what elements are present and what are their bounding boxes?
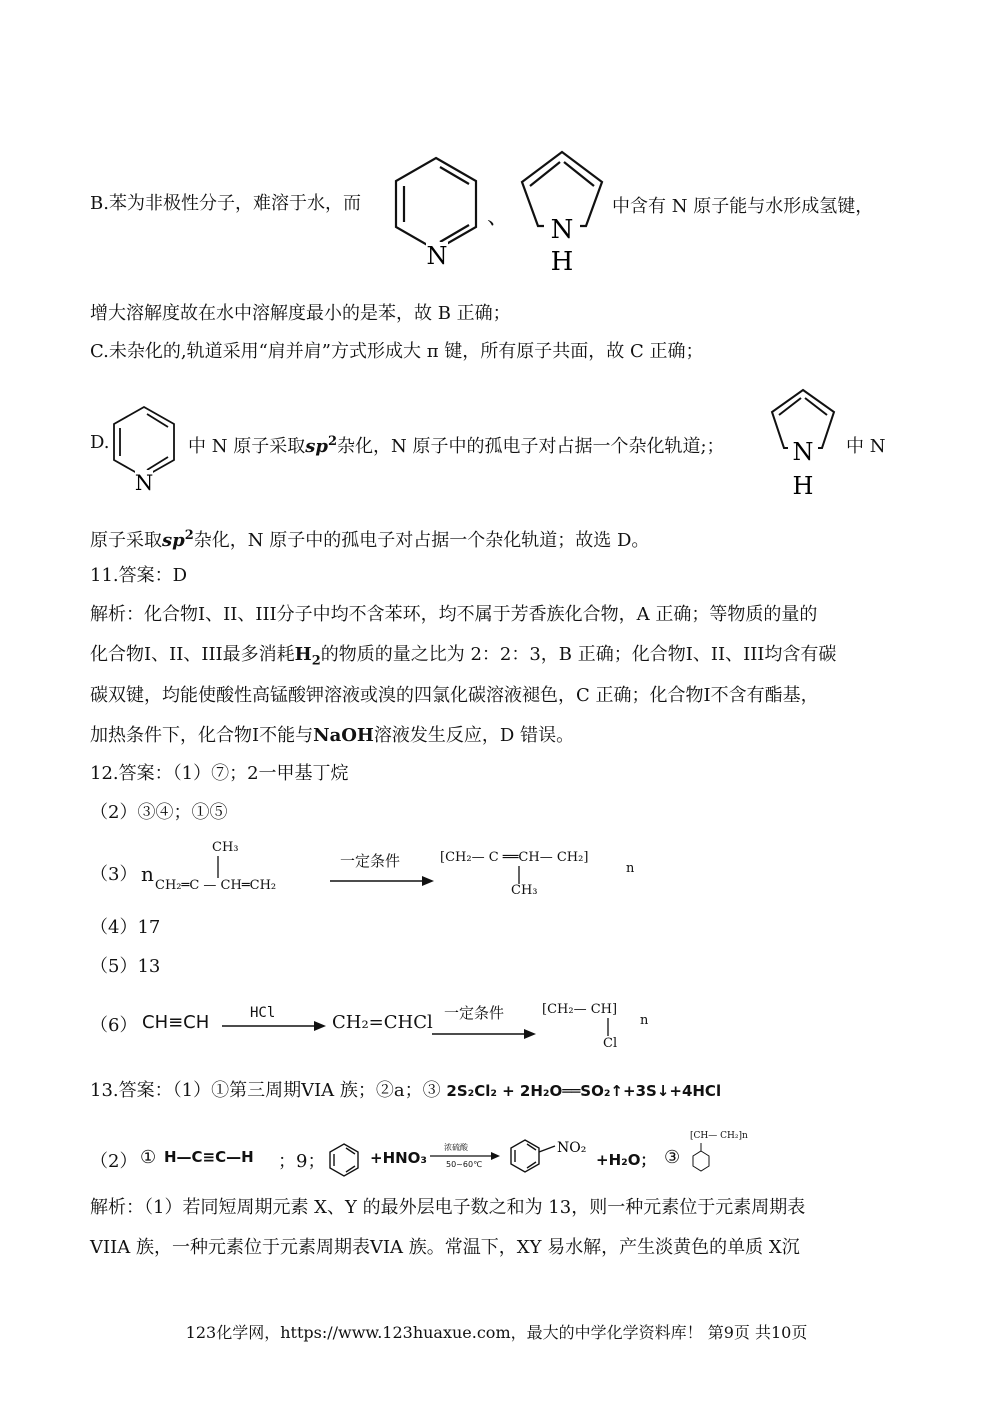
- section-d-middle-post: 杂化，N 原子中的孤电子对占据一个杂化轨道;；: [336, 436, 725, 457]
- q12-p6-arrow-1: [222, 1019, 326, 1033]
- section-b-continuation: 增大溶解度故在水中溶解度最小的是苯，故 B 正确；: [90, 303, 511, 324]
- q11-analysis-line3: 碳双键，均能使酸性高锰酸钾溶液或溴的四氯化碳溶液褪色，C 正确；化合物I不含有酯基，: [90, 685, 819, 706]
- naoh-formula: NaOH: [313, 725, 374, 746]
- q12-p6-intermediate: CH₂=CHCl: [332, 1012, 433, 1033]
- pyrrole-small-h-atom: H: [792, 472, 814, 500]
- q12-p6-arrow-2: [432, 1027, 536, 1041]
- sp-exponent: 2: [327, 434, 337, 449]
- q12-p6-condition: 一定条件: [444, 1004, 505, 1022]
- hno3-reagent: +HNO₃: [370, 1149, 427, 1167]
- polystyrene-chain: [CH— CH₂]n: [690, 1131, 748, 1141]
- nitrobenzene-structure: [505, 1138, 589, 1176]
- q12-p3-condition: 一定条件: [340, 852, 401, 870]
- page-footer: 123化学网，https://www.123huaxue.com，最大的中学化学资料库！ 第9页 共10页: [185, 1323, 808, 1342]
- q12-p2-label: （2）: [90, 802, 138, 823]
- pyrrole-small-n-atom: N: [792, 438, 814, 466]
- section-d-end: 中 N: [846, 436, 886, 457]
- benzene-icon: [326, 1142, 362, 1178]
- q12-part2-line: [90, 801, 227, 825]
- q12-p6-product-cl: Cl: [603, 1036, 618, 1051]
- section-b-text-after: 中含有 N 原子能与水形成氢键，: [612, 196, 874, 217]
- q11-l4-pre: 加热条件下，化合物I不能与: [90, 725, 314, 746]
- q13-p1-a: 第三周期VIA 族；: [229, 1080, 376, 1101]
- nitration-condition-bottom: 50~60℃: [446, 1160, 483, 1169]
- pyrrole-h-atom: H: [550, 247, 574, 276]
- q11-l2-pre: 化合物I、II、III最多消耗: [90, 644, 295, 665]
- q12-answer-pre: 12.答案：（1）: [90, 763, 212, 784]
- sp-hybrid: sp: [305, 436, 328, 457]
- q11-l2-post: 的物质的量之比为 2：2：3，B 正确；化合物I、II、III均含有碳: [320, 644, 837, 665]
- q12-p6-product-bond: [604, 1018, 612, 1036]
- pyrrole-structure-large: [514, 146, 610, 276]
- q12-p3-product-bond: [515, 866, 523, 884]
- sp-exponent-2: 2: [184, 528, 194, 543]
- section-b-line: [90, 192, 361, 216]
- q11-analysis-line4: [90, 724, 574, 748]
- q12-p2-a: ③④: [137, 802, 174, 823]
- q12-p2-sep: ；: [173, 802, 192, 823]
- q13-analysis-line2: VIIA 族，一种元素位于元素周期表VIA 族。常温下，XY 易水解，产生淡黄色的单质 X沉: [90, 1237, 800, 1258]
- pyridine-structure-large: [388, 150, 488, 270]
- section-d-middle-pre: 中 N 原子采取: [188, 436, 306, 457]
- q12-p6-product-n: n: [640, 1013, 649, 1028]
- q12-p6-label: （6）: [90, 1015, 138, 1036]
- q12-part5: （5）13: [90, 956, 161, 977]
- pyridine-structure-small: [108, 402, 184, 494]
- molecule-separator: 、: [487, 205, 510, 230]
- sp-hybrid-2: sp: [162, 530, 185, 551]
- section-d-cont-post: 杂化，N 原子中的孤电子对占据一个杂化轨道；故选 D。: [193, 530, 650, 551]
- nitro-group-label: NO₂: [557, 1140, 587, 1156]
- q11-analysis-line2: [90, 643, 836, 674]
- q12-p3-product-ch3: CH₃: [511, 883, 538, 898]
- h2-subscript: 2: [311, 653, 321, 669]
- q12-answer-post: ；2一甲基丁烷: [229, 763, 349, 784]
- section-d-label: D.: [90, 432, 110, 453]
- q12-p3-product-n: n: [626, 861, 635, 876]
- q12-part4: （4）17: [90, 917, 161, 938]
- q12-p3-bond-vertical: [214, 856, 222, 878]
- q13-p1-b: a；: [393, 1080, 423, 1101]
- pyridine-small-n-atom: N: [134, 471, 154, 494]
- nitration-condition-top: 浓硫酸: [444, 1143, 468, 1152]
- polystyrene-benzene: [690, 1143, 714, 1177]
- acetylene-formula: H—C≡C—H: [164, 1148, 254, 1166]
- water-product: +H₂O；: [596, 1151, 656, 1169]
- q12-p3-product: [CH₂— C ══CH— CH₂]: [440, 850, 589, 865]
- q13-p2-circled-1: ①: [140, 1147, 157, 1168]
- q12-p3-reactant: CH₂═C — CH═CH₂: [155, 878, 277, 893]
- section-b-text-before: B.苯为非极性分子，难溶于水，而: [90, 193, 361, 214]
- q13-analysis-line1: 解析：（1）若同短周期元素 X、Y 的最外层电子数之和为 13，则一种元素位于元素周期表: [90, 1197, 806, 1218]
- q12-p3-label: （3）: [90, 864, 138, 885]
- q13-equation: 2S₂Cl₂ + 2H₂O══SO₂↑+3S↓+4HCl: [446, 1082, 722, 1100]
- pyrrole-structure-small: [768, 384, 840, 500]
- q13-circled-2: ②: [375, 1080, 394, 1101]
- pyridine-n-atom: N: [426, 242, 448, 270]
- q13-circled-3: ③: [422, 1080, 441, 1101]
- q12-p2-b: ①⑤: [191, 802, 228, 823]
- q12-answer-line: [90, 762, 349, 786]
- section-d-middle: [188, 432, 725, 458]
- q12-p3-arrow: [330, 874, 434, 888]
- q12-p6-reactant: CH≡CH: [142, 1012, 210, 1033]
- q12-p3-reactant-ch3: CH₃: [212, 840, 239, 855]
- q13-p2-label: （2）: [90, 1151, 138, 1172]
- q11-answer: 11.答案：D: [90, 565, 188, 586]
- q12-p6-reagent: HCl: [250, 1005, 276, 1021]
- pyrrole-n-atom: N: [550, 215, 574, 245]
- q13-answer-line: [90, 1079, 721, 1103]
- section-d-continuation: [90, 524, 649, 553]
- q12-p3-n: n: [141, 862, 154, 886]
- q11-l4-post: 溶液发生反应，D 错误。: [373, 725, 575, 746]
- section-c-text: C.未杂化的,轨道采用“肩并肩”方式形成大 π 键，所有原子共面，故 C 正确；: [90, 341, 704, 362]
- q12-p6-product: [CH₂— CH]: [542, 1002, 618, 1017]
- q13-answer-pre: 13.答案：（1）: [90, 1080, 212, 1101]
- h2-formula: H: [294, 644, 312, 665]
- q13-p2-circled-3: ③: [664, 1147, 681, 1168]
- q13-p2-number: ；9；: [278, 1151, 326, 1172]
- q11-analysis-line1: 解析：化合物I、II、III分子中均不含苯环，均不属于芳香族化合物，A 正确；等物质的量的: [90, 604, 818, 625]
- q12-circled-7: ⑦: [211, 763, 230, 784]
- q13-circled-1: ①: [211, 1080, 230, 1101]
- section-d-cont-pre: 原子采取: [90, 530, 162, 551]
